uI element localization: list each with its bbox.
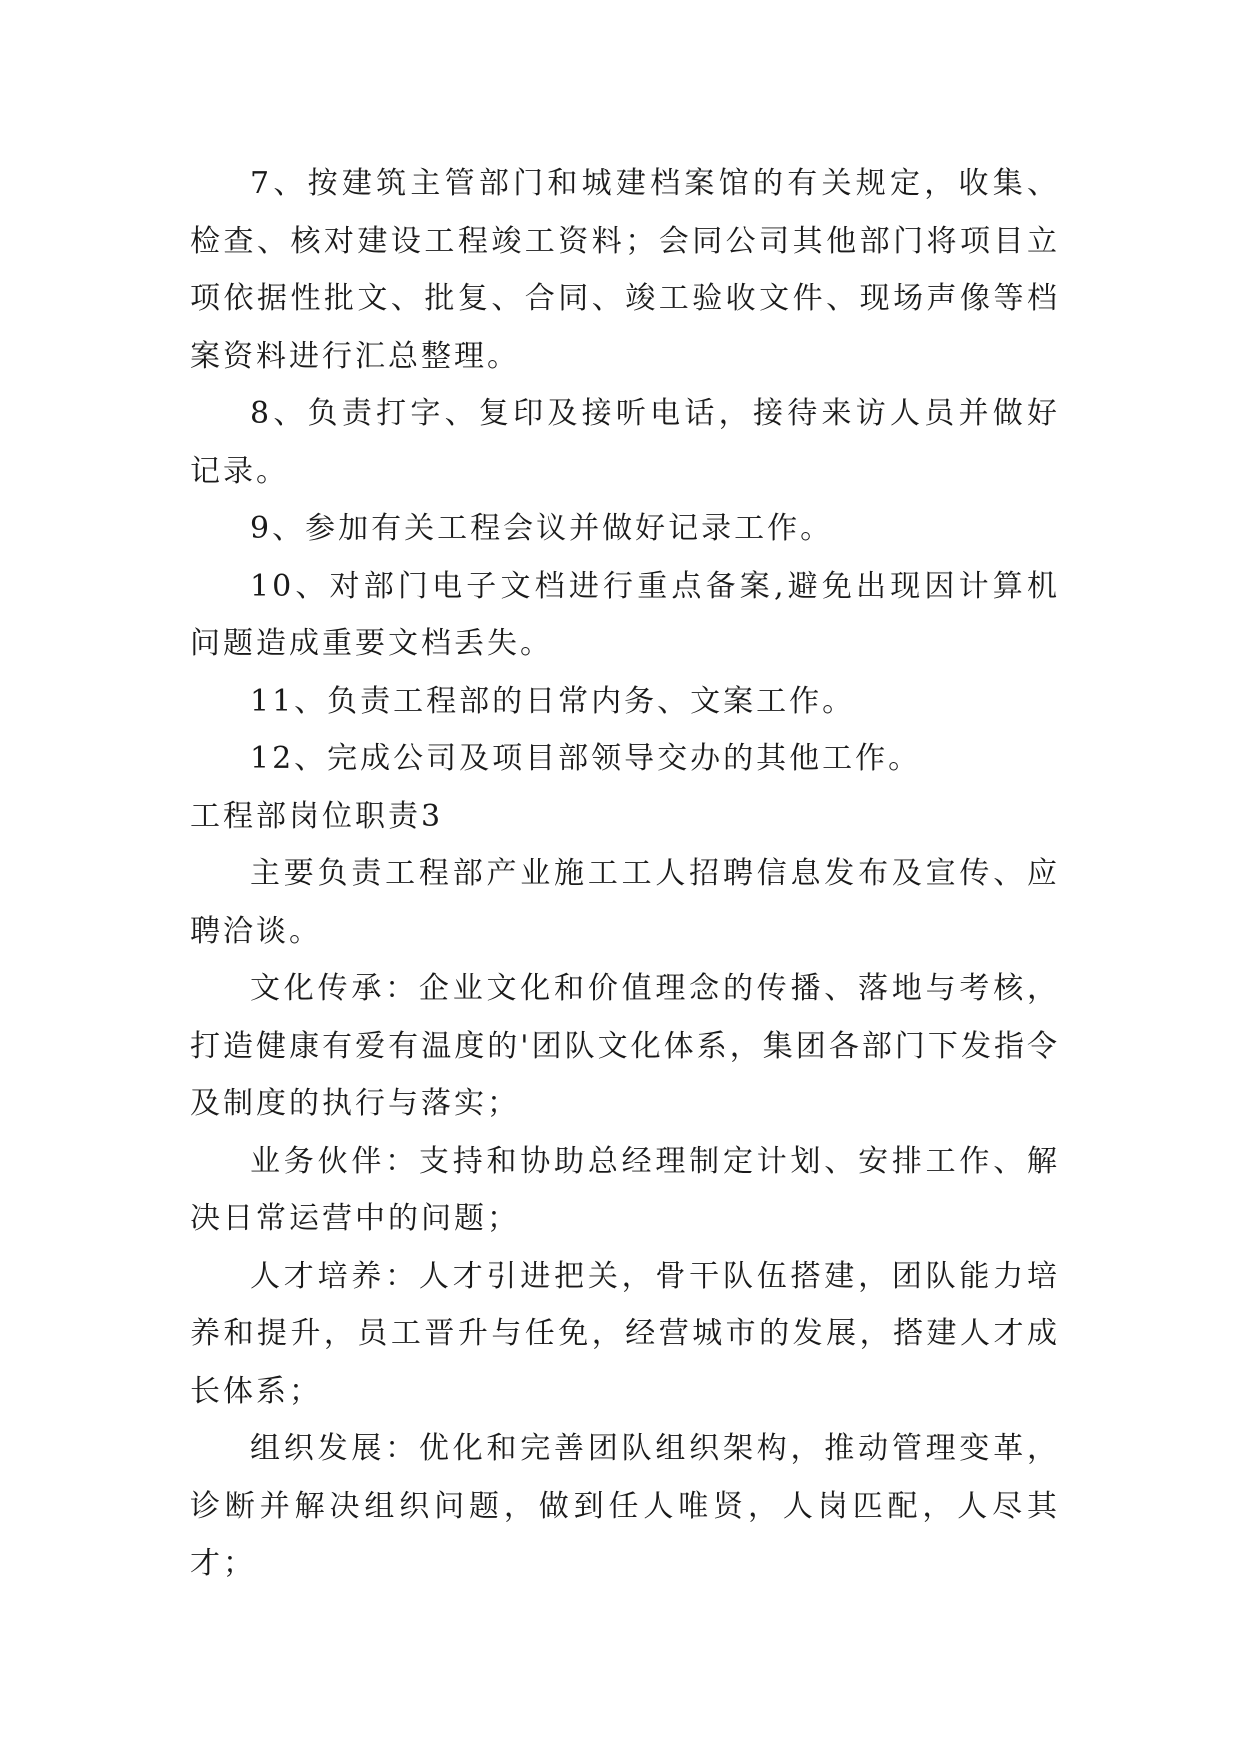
paragraph-business-partner: 业务伙伴：支持和协助总经理制定计划、安排工作、解决日常运营中的问题； xyxy=(190,1143,1060,1236)
paragraph-item-11: 11、负责工程部的日常内务、文案工作。 xyxy=(250,683,856,719)
paragraph-item-10: 10、对部门电子文档进行重点备案,避免出现因计算机问题造成重要文档丢失。 xyxy=(190,568,1060,661)
paragraph-culture: 文化传承：企业文化和价值理念的传播、落地与考核，打造健康有爱有温度的'团队文化体系，集团各部门下发指令及制度的执行与落实； xyxy=(190,971,1060,1121)
paragraph-main-duty: 主要负责工程部产业施工工人招聘信息发布及宣传、应聘洽谈。 xyxy=(190,856,1060,949)
paragraph-organization: 组织发展：优化和完善团队组织架构，推动管理变革，诊断并解决组织问题，做到任人唯贤，人岗匹配，人尽其才； xyxy=(190,1431,1060,1581)
document-page xyxy=(190,155,1060,1593)
paragraph-talent: 人才培养：人才引进把关，骨干队伍搭建，团队能力培养和提升，员工晋升与任免，经营城市的发展，搭建人才成长体系； xyxy=(190,1258,1060,1409)
paragraph-item-9: 9、参加有关工程会议并做好记录工作。 xyxy=(250,511,834,546)
paragraph-item-7: 7、按建筑主管部门和城建档案馆的有关规定，收集、检查、核对建设工程竣工资料；会同公司其他部门将项目立项依据性批文、批复、合同、竣工验收文件、现场声像等档案资料进行汇总整理。 xyxy=(190,166,1060,374)
paragraph-item-12: 12、完成公司及项目部领导交办的其他工作。 xyxy=(250,741,922,776)
section-heading: 工程部岗位职责3 xyxy=(190,798,444,834)
paragraph-item-8: 8、负责打字、复印及接听电话，接待来访人员并做好记录。 xyxy=(190,396,1060,489)
